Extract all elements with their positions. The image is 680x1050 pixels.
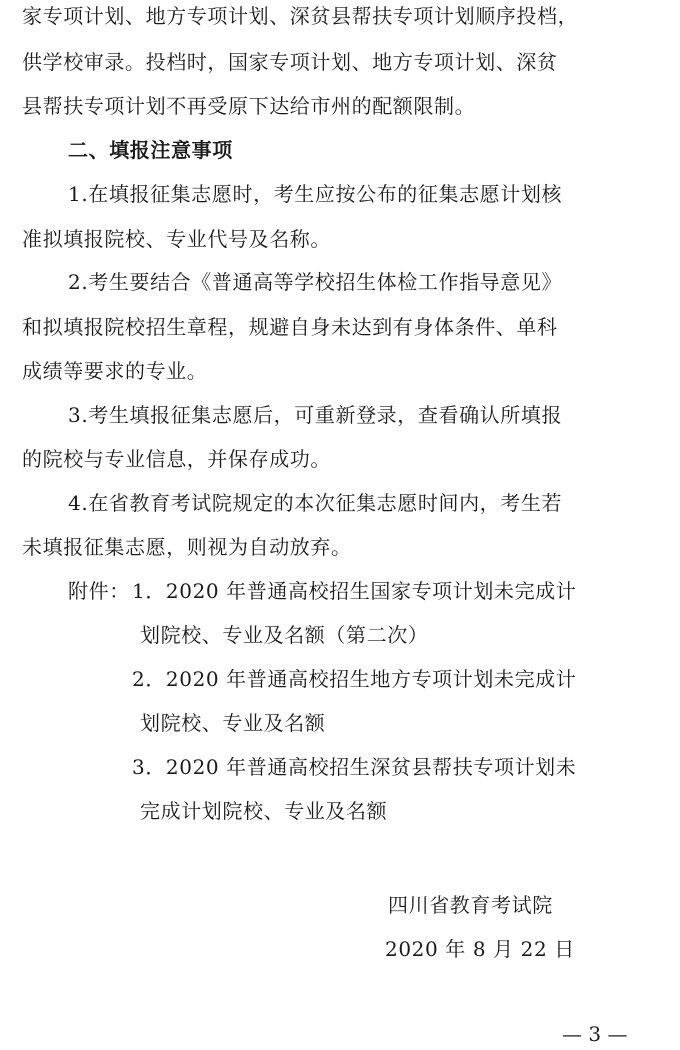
attachment-line: 2．2020 年普通高校招生地方专项计划未完成计 bbox=[132, 667, 577, 691]
page-number: — 3 — bbox=[562, 1022, 628, 1046]
signature-organization: 四川省教育考试院 bbox=[388, 893, 553, 917]
item-line: 未填报征集志愿，则视为自动放弃。 bbox=[22, 535, 352, 559]
item-line: 3.考生填报征集志愿后，可重新登录，查看确认所填报 bbox=[68, 403, 563, 427]
intro-line: 家专项计划、地方专项计划、深贫县帮扶专项计划顺序投档， bbox=[22, 4, 579, 28]
section-heading: 二、填报注意事项 bbox=[68, 138, 233, 162]
intro-line: 县帮扶专项计划不再受原下达给市州的配额限制。 bbox=[22, 94, 476, 118]
attachment-line: 1．2020 年普通高校招生国家专项计划未完成计 bbox=[132, 579, 577, 603]
item-line: 的院校与专业信息，并保存成功。 bbox=[22, 447, 331, 471]
attachments-label: 附件： bbox=[68, 579, 130, 603]
intro-line: 供学校审录。投档时，国家专项计划、地方专项计划、深贫 bbox=[22, 50, 558, 74]
item-line: 2.考生要结合《普通高等学校招生体检工作指导意见》 bbox=[68, 270, 563, 294]
attachment-line: 完成计划院校、专业及名额 bbox=[140, 799, 388, 823]
attachment-line: 划院校、专业及名额 bbox=[140, 711, 326, 735]
item-line: 和拟填报院校招生章程，规避自身未达到有身体条件、单科 bbox=[22, 315, 558, 339]
attachment-line: 3．2020 年普通高校招生深贫县帮扶专项计划未 bbox=[132, 755, 577, 779]
item-line: 1.在填报征集志愿时，考生应按公布的征集志愿计划核 bbox=[68, 182, 563, 206]
item-line: 成绩等要求的专业。 bbox=[22, 359, 208, 383]
attachment-line: 划院校、专业及名额（第二次） bbox=[140, 623, 429, 647]
item-line: 4.在省教育考试院规定的本次征集志愿时间内，考生若 bbox=[68, 491, 563, 515]
item-line: 准拟填报院校、专业代号及名称。 bbox=[22, 227, 331, 251]
signature-date: 2020 年 8 月 22 日 bbox=[385, 937, 575, 961]
